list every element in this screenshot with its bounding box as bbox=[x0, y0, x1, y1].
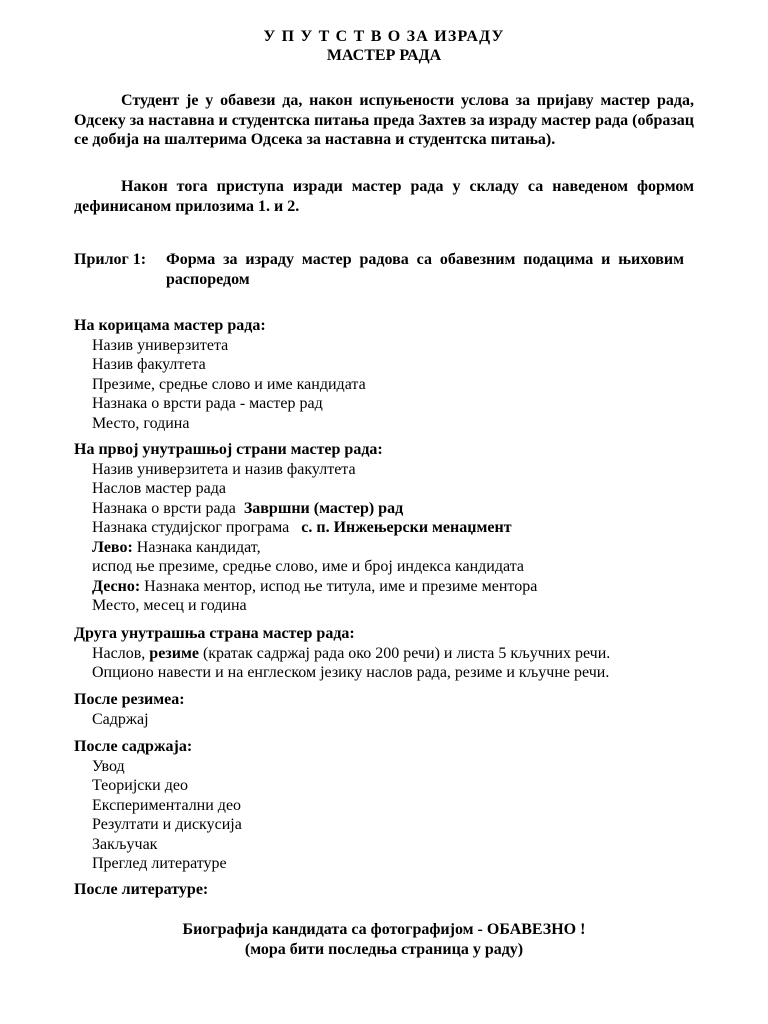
list-item: Назив универзитета bbox=[92, 336, 229, 354]
section-first-page bbox=[74, 440, 714, 616]
list-item: Место, месец и година bbox=[92, 597, 247, 614]
list-item: Закључак bbox=[92, 835, 158, 853]
section-after-contents bbox=[74, 737, 714, 874]
item-bold-text: с. п. Инжењерски менаџмент bbox=[301, 519, 512, 536]
list-item: испод ње презиме, средње слово, име и број индекса кандидата bbox=[92, 558, 524, 575]
list-item: Експериментални део bbox=[92, 796, 242, 814]
list-item bbox=[74, 499, 714, 519]
list-item: Резултати и дискусија bbox=[92, 816, 242, 833]
item-bold-text: резиме bbox=[149, 644, 199, 662]
item-bold-text: Десно: bbox=[92, 577, 141, 595]
list-item bbox=[74, 644, 714, 664]
list-item: Садржај bbox=[92, 710, 149, 728]
item-text: (кратак садржај рада око 200 речи) и листа 5 кључних речи. bbox=[198, 644, 611, 662]
list-item: Место, година bbox=[92, 414, 190, 432]
final-note-line-2: (мора бити последња страница у раду) bbox=[244, 941, 524, 958]
list-item bbox=[74, 518, 714, 538]
item-bold-text: Лево: bbox=[92, 538, 133, 556]
section-heading: Друга унутрашња страна мастер рада: bbox=[74, 625, 355, 642]
appendix-label: Прилог 1: bbox=[74, 251, 147, 268]
section-heading: После литературе: bbox=[74, 881, 209, 898]
section-after-literature bbox=[74, 880, 714, 900]
list-item: Назив факултета bbox=[92, 356, 206, 373]
final-note-line-1: Биографија кандидата са фотографијом - ОБАВЕЗНО ! bbox=[182, 921, 586, 938]
list-item: Преглед литературе bbox=[92, 855, 227, 872]
intro-paragraph-2-text: Након тога приступа изради мастер рада у складу са наведеном формом дефинисаном прилозима 1. и 2. bbox=[74, 178, 694, 215]
intro-paragraph-1-text: Студент је у обавези да, након испуњености услова за пријаву мастер рада, Одсеку за наставна и студентска питања преда Захтев за израду мастер рада (образац се добија на шалтерима Одсека за наставна и студентска питања). bbox=[74, 92, 694, 148]
list-item: Опционо навести и на енглеском језику наслов рада, резиме и кључне речи. bbox=[92, 664, 610, 681]
appendix-description: Форма за израду мастер радова са обавезним подацима и њиховим распоредом bbox=[166, 251, 684, 288]
list-item: Теоријски део bbox=[92, 777, 188, 794]
section-heading: На првој унутрашњој страни мастер рада: bbox=[74, 441, 383, 458]
item-text: Наслов, bbox=[92, 644, 150, 662]
section-heading: После садржаја: bbox=[74, 738, 193, 755]
intro-paragraph-1 bbox=[74, 91, 694, 150]
item-text: Назнака ментор, испод ње титула, име и презиме ментора bbox=[140, 577, 538, 595]
section-heading: На корицама мастер рада: bbox=[74, 317, 266, 334]
list-item: Наслов мастер рада bbox=[92, 480, 226, 497]
list-item bbox=[74, 577, 714, 597]
list-item: Назив универзитета и назив факултета bbox=[92, 460, 356, 478]
intro-paragraph-2 bbox=[74, 177, 694, 216]
item-text: Назнака студијског програма bbox=[92, 519, 290, 536]
list-item: Презиме, средње слово и име кандидата bbox=[92, 375, 366, 393]
list-item: Увод bbox=[92, 757, 125, 775]
list-item bbox=[74, 538, 714, 558]
item-text: Назнака о врсти рада bbox=[92, 499, 236, 517]
item-text: Назнака кандидат, bbox=[132, 538, 261, 556]
section-heading: После резимеа: bbox=[74, 691, 185, 708]
section-second-page bbox=[74, 624, 714, 683]
document-subtitle: МАСТЕР РАДА bbox=[326, 47, 442, 64]
document-title: У П У Т С Т В О ЗА ИЗРАДУ bbox=[263, 28, 505, 45]
list-item: Назнака о врсти рада - мастер рад bbox=[92, 395, 323, 412]
section-covers bbox=[74, 316, 714, 433]
section-after-summary bbox=[74, 690, 714, 729]
item-bold-text: Завршни (мастер) рад bbox=[243, 499, 404, 517]
